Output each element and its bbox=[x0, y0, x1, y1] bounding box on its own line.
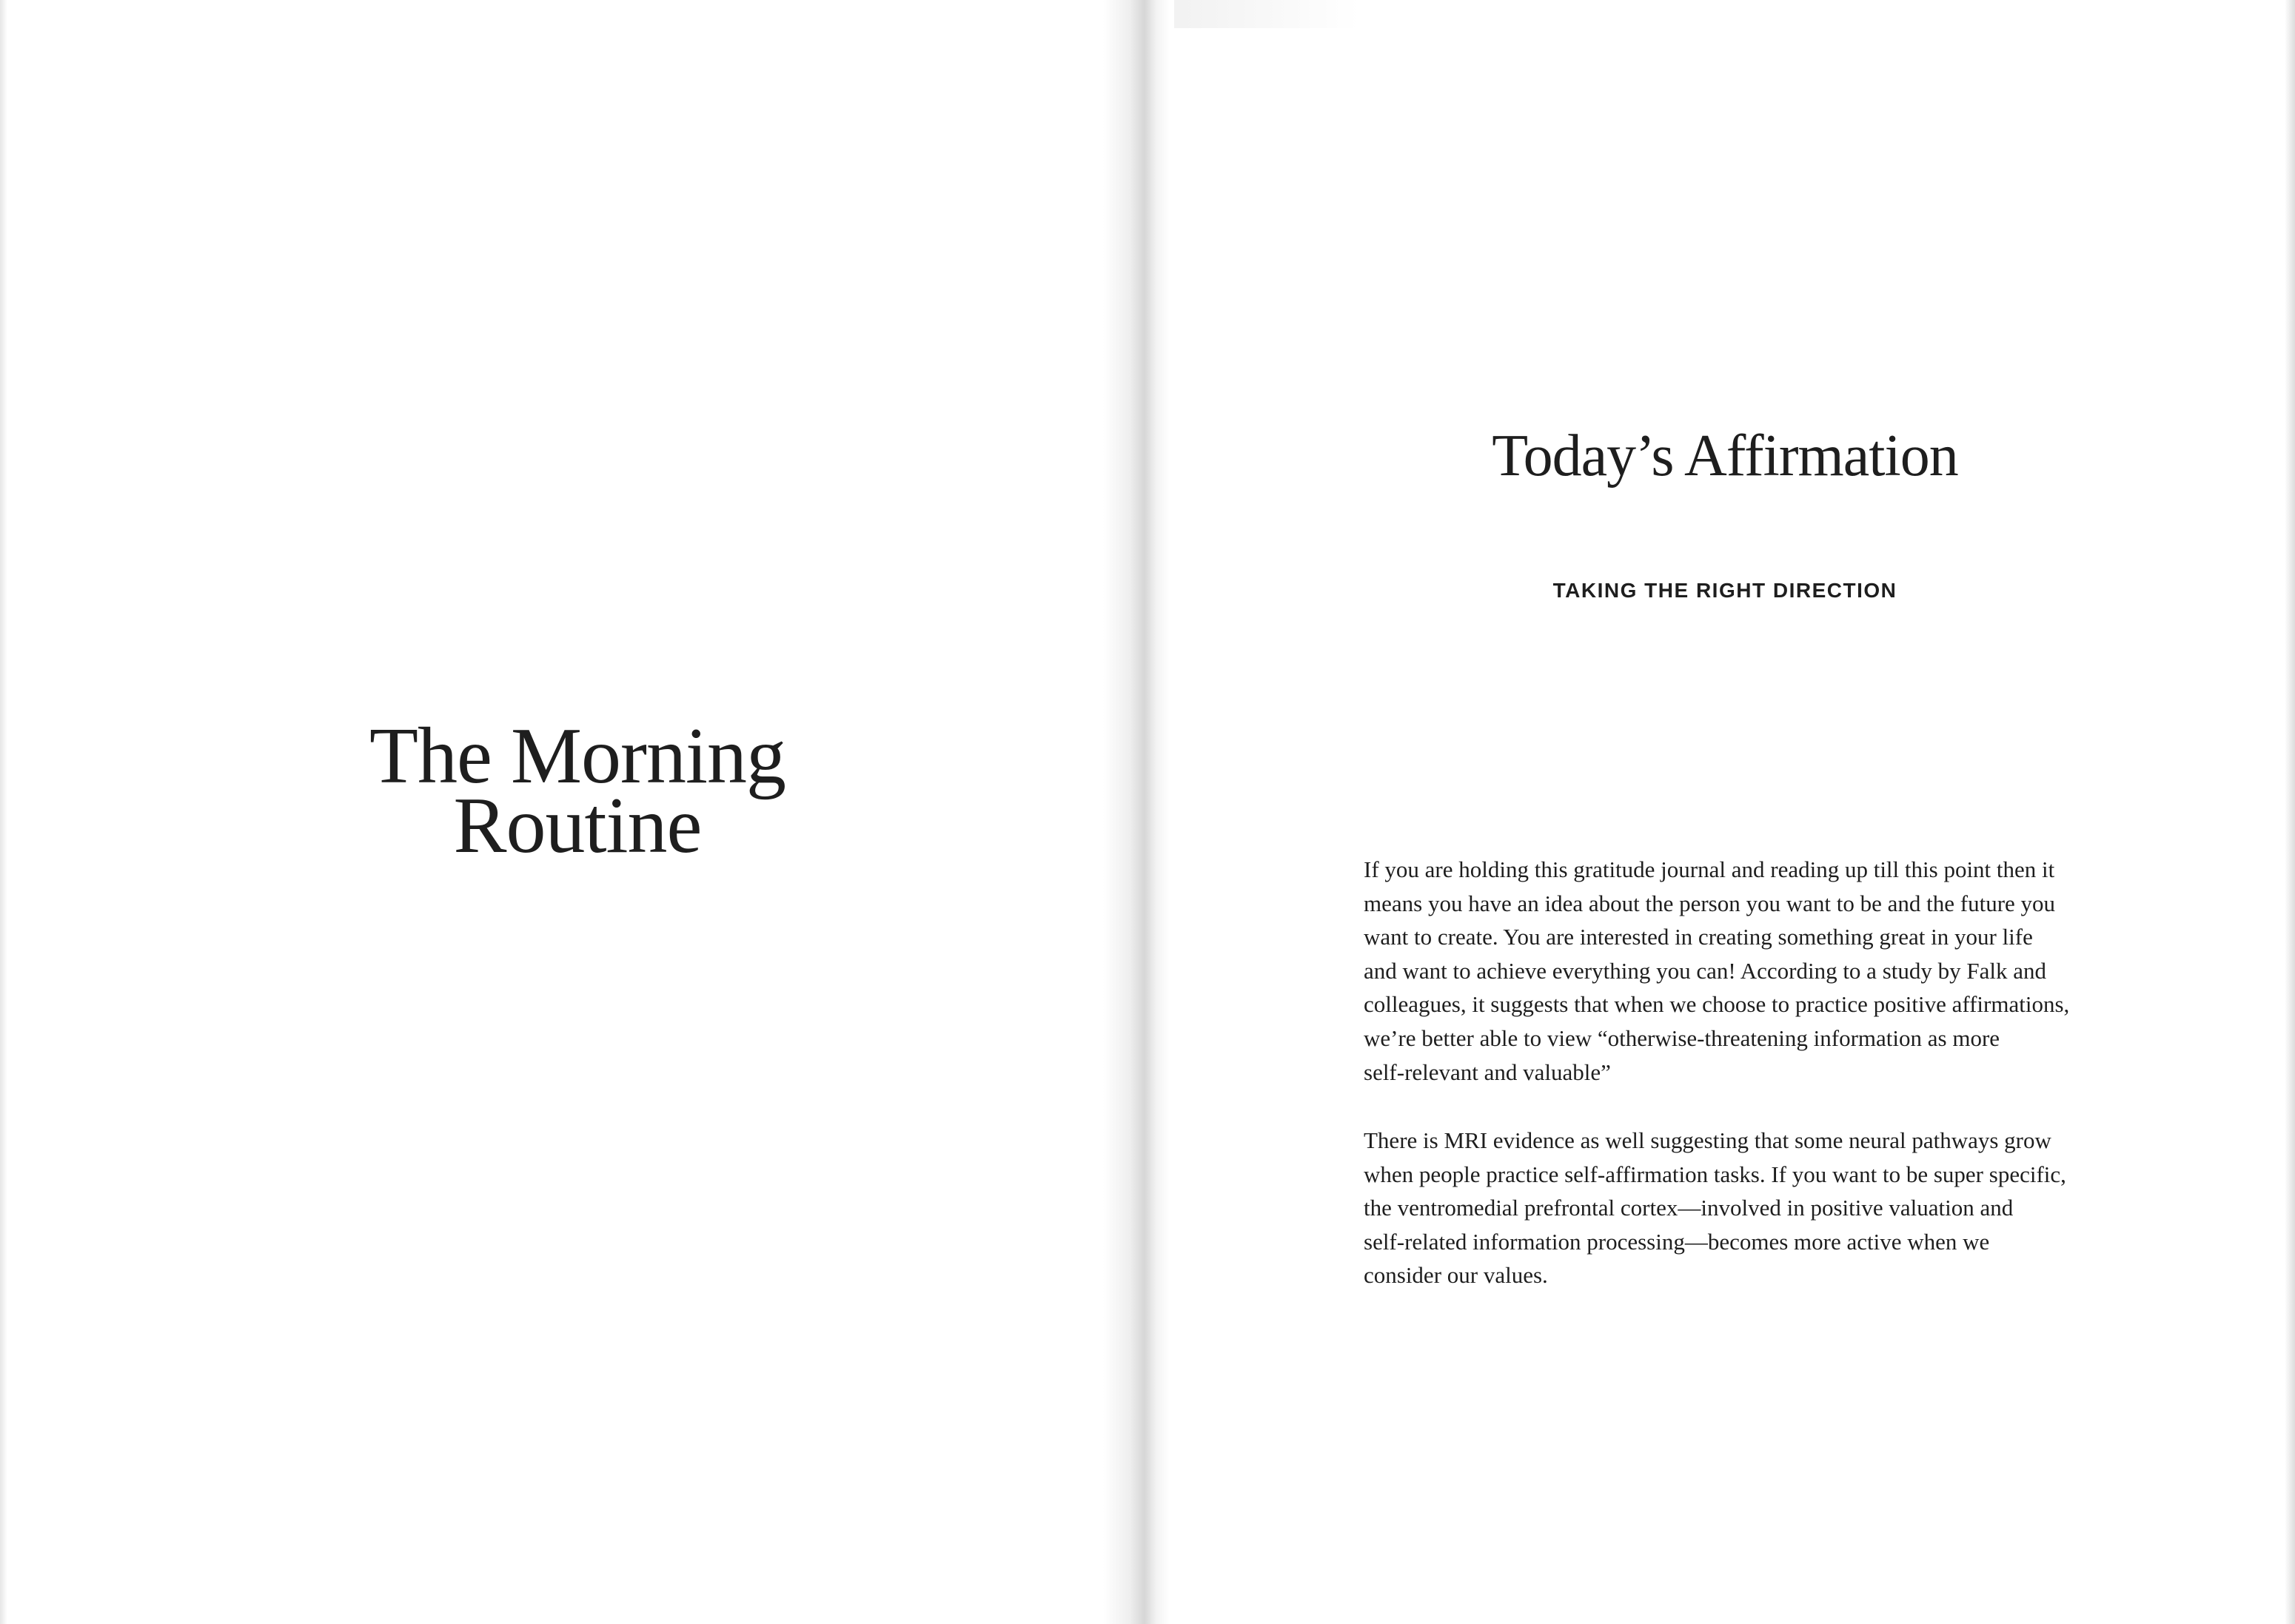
paragraph-1 bbox=[1364, 853, 2089, 1089]
right-page-edge bbox=[2285, 0, 2295, 1624]
section-title-line-2: Routine bbox=[453, 782, 702, 870]
section-title-line-1: The Morning bbox=[369, 712, 785, 800]
page-title: Today’s Affirmation bbox=[1492, 423, 1958, 489]
page-top-shadow bbox=[1174, 0, 1359, 28]
paragraph-1-line: and want to achieve everything you can! According to a study by Falk and bbox=[1364, 957, 2046, 984]
paragraph-1-line: If you are holding this gratitude journal and reading up till this point then it bbox=[1364, 856, 2055, 882]
paragraph-2-line: There is MRI evidence as well suggesting that some neural pathways grow bbox=[1364, 1127, 2051, 1153]
paragraph-1-line: colleagues, it suggests that when we choose to practice positive affirmations, bbox=[1364, 991, 2070, 1018]
paragraph-2-line: when people practice self-affirmation tasks. If you want to be super specific, bbox=[1364, 1161, 2066, 1187]
page-subtitle: TAKING THE RIGHT DIRECTION bbox=[1552, 579, 1897, 602]
paragraph-1-line: we’re better able to view “otherwise-threatening information as more bbox=[1364, 1024, 2000, 1051]
section-title bbox=[281, 712, 874, 870]
paragraph-1-line: self-relevant and valuable” bbox=[1364, 1058, 1611, 1085]
paragraph-2 bbox=[1364, 1124, 2089, 1292]
paragraph-2-line: the ventromedial prefrontal cortex—involved in positive valuation and bbox=[1364, 1195, 2014, 1221]
left-page-edge bbox=[0, 0, 7, 1624]
paragraph-1-line: means you have an idea about the person you want to be and the future you bbox=[1364, 890, 2056, 916]
book-gutter-shadow bbox=[1103, 0, 1170, 1624]
right-page bbox=[1170, 0, 2295, 1624]
paragraph-2-line: consider our values. bbox=[1364, 1262, 1548, 1289]
paragraph-2-line: self-related information processing—becomes more active when we bbox=[1364, 1228, 1990, 1255]
left-page bbox=[0, 0, 1133, 1624]
paragraph-1-line: want to create. You are interested in creating something great in your life bbox=[1364, 924, 2033, 950]
